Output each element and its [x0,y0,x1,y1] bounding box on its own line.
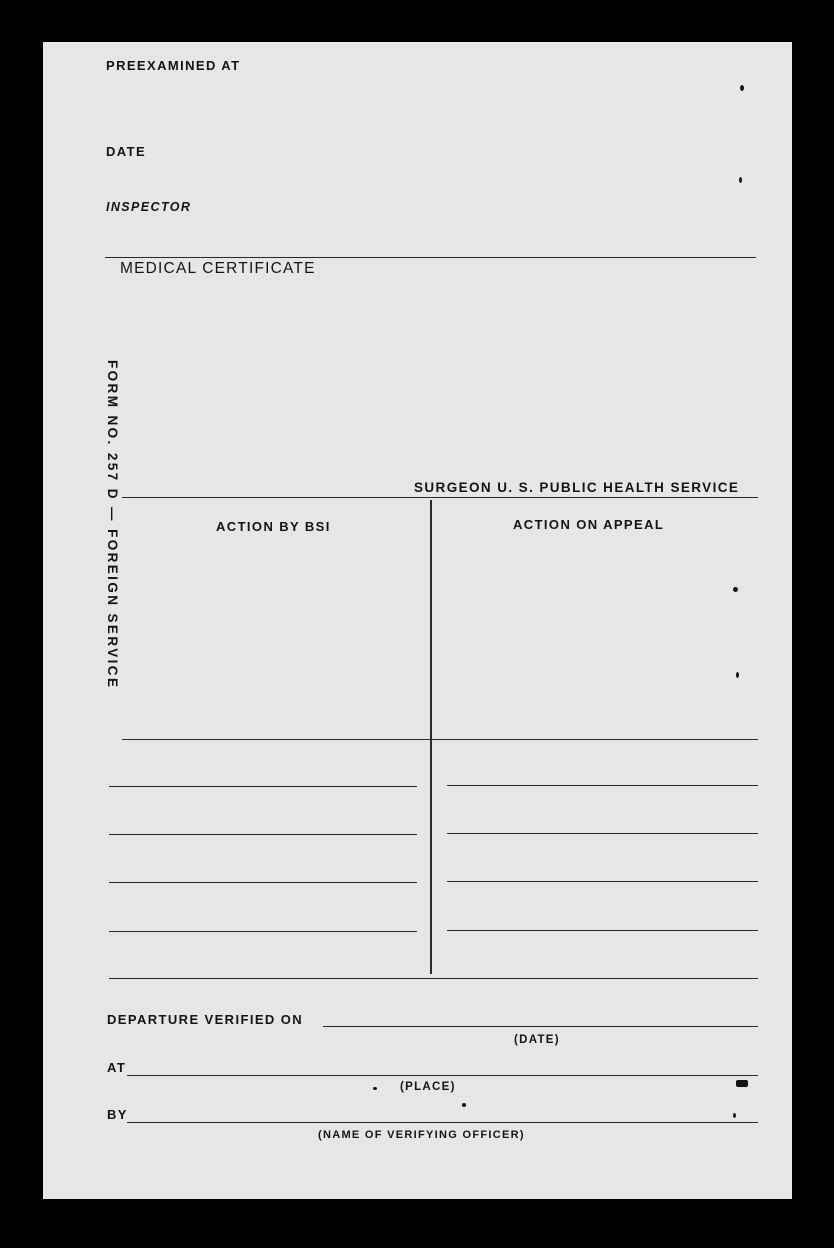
scan-speck [462,1103,466,1107]
place-line [127,1075,758,1076]
scan-speck [373,1087,377,1090]
action-line [447,833,758,834]
inspector-label: INSPECTOR [106,200,192,214]
action-line [109,834,417,835]
scan-speck [736,1080,748,1087]
scan-speck [733,587,738,592]
section-divider [109,978,758,979]
preexamined-at-label: PREEXAMINED AT [106,58,241,73]
place-caption: (PLACE) [400,1081,456,1093]
departure-date-line [323,1026,758,1027]
form-number: FORM NO. 257 D — FOREIGN SERVICE [105,360,120,690]
action-line [447,785,758,786]
at-label: AT [107,1060,127,1075]
action-line [447,930,758,931]
officer-caption: (NAME OF VERIFYING OFFICER) [318,1129,525,1141]
scan-speck [740,85,744,91]
action-by-bsi-heading: ACTION BY BSI [216,519,331,534]
by-label: BY [107,1107,128,1122]
action-line [109,931,417,932]
date-label: DATE [106,144,147,159]
action-line [109,882,417,883]
action-line [447,881,758,882]
surgeon-caption: SURGEON U. S. PUBLIC HEALTH SERVICE [414,480,740,495]
action-line [122,739,758,740]
departure-verified-label: DEPARTURE VERIFIED ON [107,1012,304,1027]
scan-speck [739,177,742,183]
certificate-title: MEDICAL CERTIFICATE [120,260,316,277]
signature-line [122,497,758,498]
date-caption: (DATE) [514,1034,560,1046]
scan-speck [736,672,739,678]
column-divider [430,500,432,974]
header-divider [105,257,756,258]
action-on-appeal-heading: ACTION ON APPEAL [513,517,665,532]
action-line [109,786,417,787]
officer-line [127,1122,758,1123]
scan-speck [733,1113,736,1118]
